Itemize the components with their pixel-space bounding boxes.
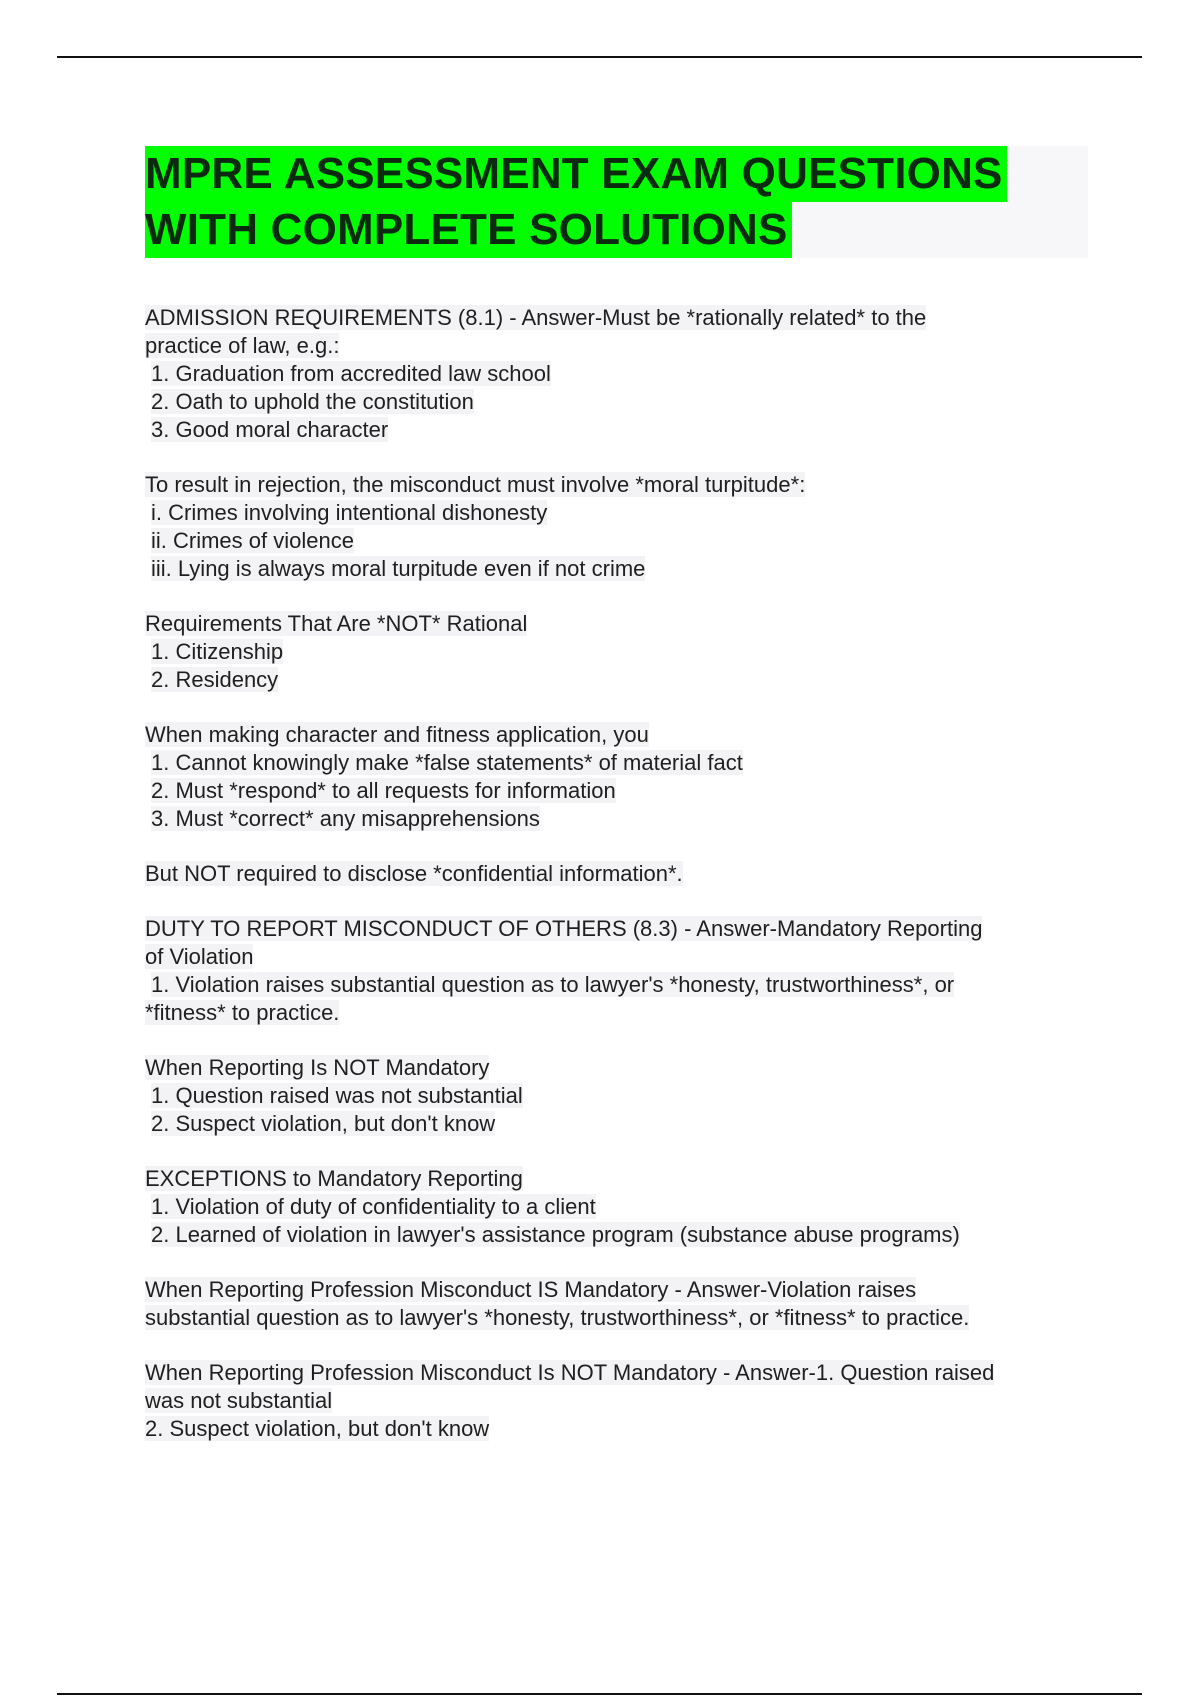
text-line-content: *fitness* to practice. <box>145 1000 340 1025</box>
text-line-content: 3. Good moral character <box>151 417 389 442</box>
text-line <box>145 527 1090 555</box>
text-line <box>145 721 1090 749</box>
qa-section <box>145 1359 1090 1443</box>
qa-section <box>145 1054 1090 1138</box>
text-line-content: practice of law, e.g.: <box>145 333 340 358</box>
text-line <box>145 749 1090 777</box>
text-line-content: When Reporting Profession Misconduct Is NOT Mandatory - Answer-1. Question raised <box>145 1360 995 1385</box>
text-line <box>145 610 1090 638</box>
qa-section <box>145 1276 1090 1332</box>
text-line-content: 1. Cannot knowingly make *false statements* of material fact <box>151 750 743 775</box>
text-line <box>145 416 1090 444</box>
text-line <box>145 499 1090 527</box>
title-line-1: MPRE ASSESSMENT EXAM QUESTIONS <box>145 146 1007 202</box>
qa-section <box>145 304 1090 444</box>
text-line <box>145 360 1090 388</box>
text-line-content: 2. Learned of violation in lawyer's assistance program (substance abuse programs) <box>151 1222 960 1247</box>
text-line-content: When Reporting Profession Misconduct IS Mandatory - Answer-Violation raises <box>145 1277 917 1302</box>
text-line-content: i. Crimes involving intentional dishonesty <box>151 500 548 525</box>
text-line-content: ADMISSION REQUIREMENTS (8.1) - Answer-Must be *rationally related* to the <box>145 305 927 330</box>
text-line-content: EXCEPTIONS to Mandatory Reporting <box>145 1166 523 1191</box>
text-line <box>145 666 1090 694</box>
text-line <box>145 915 1090 943</box>
text-line <box>145 971 1090 999</box>
bottom-rule <box>57 1693 1142 1695</box>
text-line-content: 2. Oath to uphold the constitution <box>151 389 474 414</box>
text-line <box>145 304 1090 332</box>
qa-section <box>145 471 1090 583</box>
text-line-content: ii. Crimes of violence <box>151 528 354 553</box>
qa-section <box>145 860 1090 888</box>
text-line-content: 1. Violation raises substantial question as to lawyer's *honesty, trustworthiness*, or <box>151 972 955 997</box>
text-line <box>145 388 1090 416</box>
text-line <box>145 1110 1090 1138</box>
text-line-content: But NOT required to disclose *confidential information*. <box>145 861 683 886</box>
text-line <box>145 1415 1090 1443</box>
text-line <box>145 1221 1090 1249</box>
text-line-content: was not substantial <box>145 1388 333 1413</box>
text-line-content: substantial question as to lawyer's *honesty, trustworthiness*, or *fitness* to practice. <box>145 1305 970 1330</box>
text-line <box>145 1082 1090 1110</box>
title-line-2: WITH COMPLETE SOLUTIONS <box>145 202 792 258</box>
text-line <box>145 999 1090 1027</box>
text-line-content: Requirements That Are *NOT* Rational <box>145 611 528 636</box>
text-line-content: 2. Must *respond* to all requests for information <box>151 778 616 803</box>
text-line <box>145 860 1090 888</box>
text-line-content: 1. Violation of duty of confidentiality to a client <box>151 1194 596 1219</box>
text-line <box>145 555 1090 583</box>
text-line-content: 2. Suspect violation, but don't know <box>151 1111 496 1136</box>
text-line <box>145 1054 1090 1082</box>
text-line <box>145 1193 1090 1221</box>
qa-section <box>145 915 1090 1027</box>
text-line-content: DUTY TO REPORT MISCONDUCT OF OTHERS (8.3) - Answer-Mandatory Reporting <box>145 916 983 941</box>
qa-section <box>145 721 1090 833</box>
text-line-content: 2. Residency <box>151 667 279 692</box>
text-line <box>145 1359 1090 1387</box>
text-line-content: iii. Lying is always moral turpitude even if not crime <box>151 556 646 581</box>
text-line-content: 3. Must *correct* any misapprehensions <box>151 806 540 831</box>
document-body <box>145 304 1090 1470</box>
text-line <box>145 805 1090 833</box>
text-line-content: When Reporting Is NOT Mandatory <box>145 1055 490 1080</box>
text-line <box>145 1276 1090 1304</box>
text-line <box>145 1304 1090 1332</box>
text-line-content: 1. Graduation from accredited law school <box>151 361 551 386</box>
text-line-content: 1. Question raised was not substantial <box>151 1083 523 1108</box>
document-title <box>145 146 1088 258</box>
qa-section <box>145 1165 1090 1249</box>
text-line <box>145 471 1090 499</box>
text-line-content: When making character and fitness application, you <box>145 722 649 747</box>
text-line <box>145 1165 1090 1193</box>
text-line <box>145 638 1090 666</box>
text-line <box>145 1387 1090 1415</box>
top-rule <box>57 56 1142 58</box>
text-line-content: 2. Suspect violation, but don't know <box>145 1416 490 1441</box>
text-line-content: To result in rejection, the misconduct must involve *moral turpitude*: <box>145 472 806 497</box>
text-line <box>145 943 1090 971</box>
text-line-content: of Violation <box>145 944 254 969</box>
qa-section <box>145 610 1090 694</box>
text-line-content: 1. Citizenship <box>151 639 284 664</box>
text-line <box>145 332 1090 360</box>
text-line <box>145 777 1090 805</box>
